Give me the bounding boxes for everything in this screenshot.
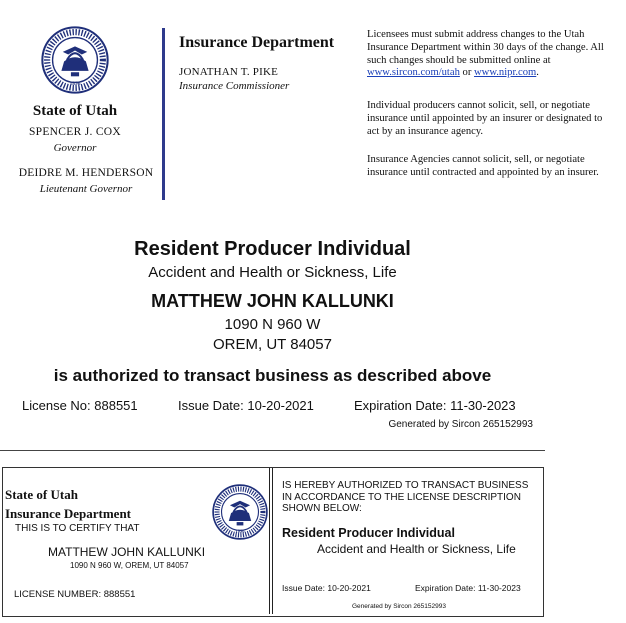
card-expiration-date: Expiration Date: 11-30-2023: [415, 583, 521, 593]
department-title: Insurance Department: [179, 34, 335, 51]
svg-text:1896: 1896: [235, 528, 245, 534]
generated-by: Generated by Sircon 265152993: [388, 419, 533, 430]
or-text: or: [462, 67, 472, 79]
utah-seal-icon: [41, 26, 109, 94]
address-change-text: Licensees must submit address changes to the Utah Insurance Department within 30 days of the change. All such changes should be submitted online at: [367, 29, 604, 66]
header-divider: [162, 28, 165, 200]
license-type: Resident Producer Individual: [134, 238, 411, 260]
card-authorization-text: IS HEREBY AUTHORIZED TO TRANSACT BUSINESS IN ACCORDANCE TO THE LICENSE DESCRIPTION SHOWN BELOW:: [282, 480, 529, 514]
state-title: State of Utah: [32, 103, 118, 119]
address-change-notice: Licensees must submit address changes to the Utah Insurance Department within 30 days of the change. All such changes should be submitted online at www.sircon.com/utah or www.nipr.com.: [367, 29, 604, 79]
nipr-link[interactable]: www.nipr.com: [474, 67, 537, 79]
address-line-1: 1090 N 960 W: [224, 316, 321, 333]
card-lines-of-authority: Accident and Health or Sickness, Life: [317, 542, 516, 556]
sircon-link[interactable]: www.sircon.com/utah: [367, 67, 460, 79]
utah-seal-icon: [212, 484, 268, 540]
lt-governor-title: Lieutenant Governor: [39, 183, 133, 195]
card-address: 1090 N 960 W, OREM, UT 84057: [70, 561, 189, 570]
card-department: Insurance Department: [5, 506, 132, 521]
cut-line: [0, 450, 545, 451]
expiration-date: Expiration Date: 11-30-2023: [354, 398, 516, 413]
card-generated-by: Generated by Sircon 265152993: [352, 603, 446, 610]
producer-notice: Individual producers cannot solicit, sell, or negotiate insurance until appointed by an insurer or designated to act by an insurance agency.: [367, 100, 603, 137]
licensee-name: MATTHEW JOHN KALLUNKI: [151, 291, 394, 311]
svg-text:1896: 1896: [69, 81, 81, 88]
card-licensee-name: MATTHEW JOHN KALLUNKI: [48, 545, 206, 559]
address-line-2: OREM, UT 84057: [213, 336, 332, 353]
agency-notice: Insurance Agencies cannot solicit, sell, or negotiate insurance until contracted and appointed by an insurer.: [367, 154, 599, 178]
lt-governor-name: DEIDRE M. HENDERSON: [18, 167, 154, 179]
card-certify-text: THIS IS TO CERTIFY THAT: [15, 523, 140, 534]
governor-title: Governor: [53, 142, 97, 154]
card-license-type: Resident Producer Individual: [282, 526, 455, 540]
authorization-statement: is authorized to transact business as described above: [53, 366, 492, 385]
commissioner-name: JONATHAN T. PIKE: [179, 66, 279, 78]
issue-date: Issue Date: 10-20-2021: [178, 398, 314, 413]
card-license-number: LICENSE NUMBER: 888551: [14, 589, 136, 600]
license-number: License No: 888551: [22, 398, 138, 413]
governor-name: SPENCER J. COX: [28, 126, 122, 138]
lines-of-authority: Accident and Health or Sickness, Life: [148, 264, 397, 281]
card-issue-date: Issue Date: 10-20-2021: [282, 583, 371, 593]
card-state-title: State of Utah: [5, 487, 78, 502]
commissioner-title: Insurance Commissioner: [179, 80, 290, 92]
